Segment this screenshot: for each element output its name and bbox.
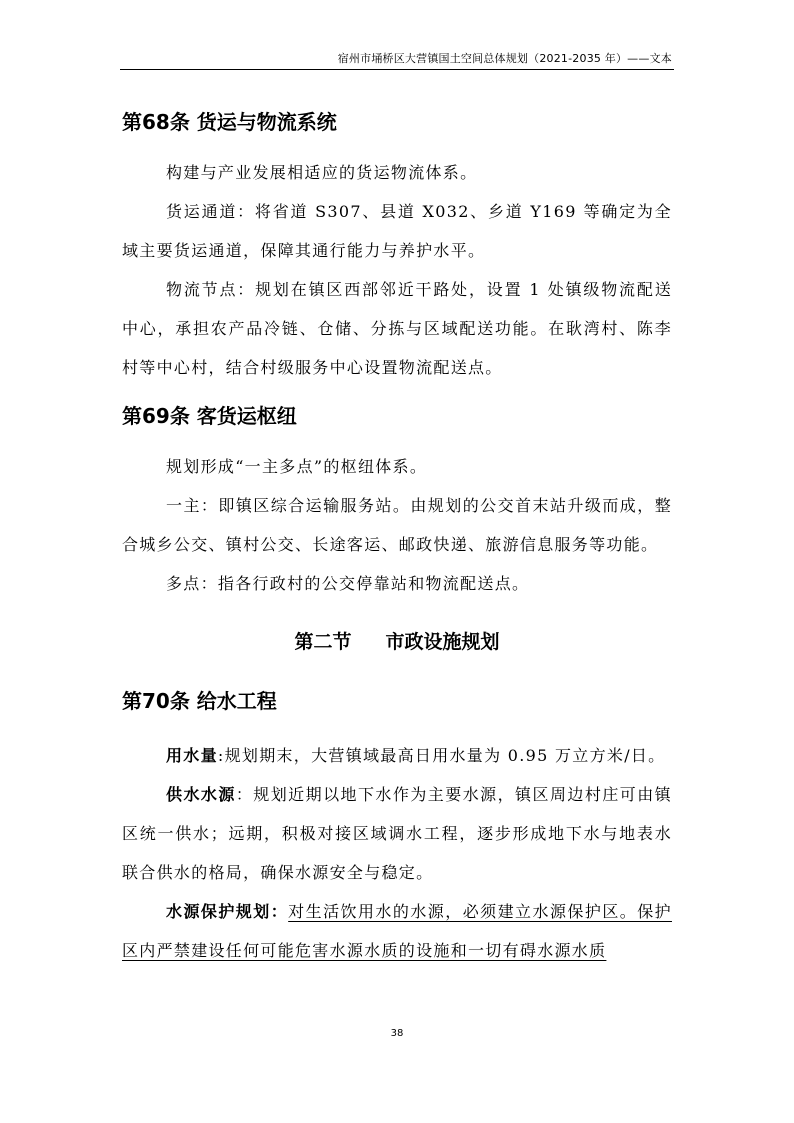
article-68-para-1: 构建与产业发展相适应的货运物流体系。 bbox=[166, 163, 478, 182]
water-source-text: ：规划近期以地下水作为主要水源，镇区周边村庄可由镇区统一供水；远期，积极对接区域调水工程，逐步形成地下水与地表水联合供水的格局，确保水源安全与稳定。 bbox=[122, 785, 672, 882]
article-70-title: 第70条 给水工程 bbox=[122, 689, 277, 713]
article-69-para-3: 多点：指各行政村的公交停靠站和物流配送点。 bbox=[166, 574, 530, 593]
section-name: 市政设施规划 bbox=[385, 631, 500, 653]
article-68-title: 第68条 货运与物流系统 bbox=[122, 110, 337, 134]
article-69-para-2: 一主：即镇区综合运输服务站。由规划的公交首末站升级而成，整合城乡公交、镇村公交、长途客运、邮政快递、旅游信息服务等功能。 bbox=[122, 496, 672, 554]
source-protection-label: 水源保护规划 bbox=[166, 902, 271, 921]
water-use-label: 用水量 bbox=[166, 746, 218, 765]
source-protection-colon: ： bbox=[270, 902, 289, 921]
page-body bbox=[122, 100, 672, 970]
section-number: 第二节 bbox=[294, 631, 352, 653]
water-source-label: 供水水源 bbox=[166, 785, 236, 804]
article-69-para-1: 规划形成“一主多点”的枢纽体系。 bbox=[166, 457, 428, 476]
article-70-source-protection bbox=[122, 892, 672, 970]
header-rule bbox=[120, 69, 674, 70]
article-70-water-use bbox=[122, 736, 672, 775]
article-70-water-source bbox=[122, 775, 672, 892]
section-heading bbox=[122, 627, 672, 654]
article-69-title: 第69条 客货运枢纽 bbox=[122, 404, 297, 428]
article-68-para-3: 物流节点：规划在镇区西部邻近干路处，设置 1 处镇级物流配送中心，承担农产品冷链、仓储、分拣与区域配送功能。在耿湾村、陈李村等中心村，结合村级服务中心设置物流配送点。 bbox=[122, 280, 672, 377]
article-68-para-2: 货运通道：将省道 S307、县道 X032、乡道 Y169 等确定为全域主要货运通道，保障其通行能力与养护水平。 bbox=[122, 202, 672, 260]
running-header: 宿州市埇桥区大营镇国土空间总体规划（2021-2035 年）——文本 bbox=[337, 52, 672, 65]
water-use-text: :规划期末，大营镇域最高日用水量为 0.95 万立方米/日。 bbox=[217, 746, 666, 765]
source-protection-text: 对生活饮用水的水源，必须建立水源保护区。保护区内严禁建设任何可能危害水源水质的设施和一切有碍水源水质 bbox=[122, 902, 672, 960]
page-number: 38 bbox=[390, 1028, 404, 1039]
